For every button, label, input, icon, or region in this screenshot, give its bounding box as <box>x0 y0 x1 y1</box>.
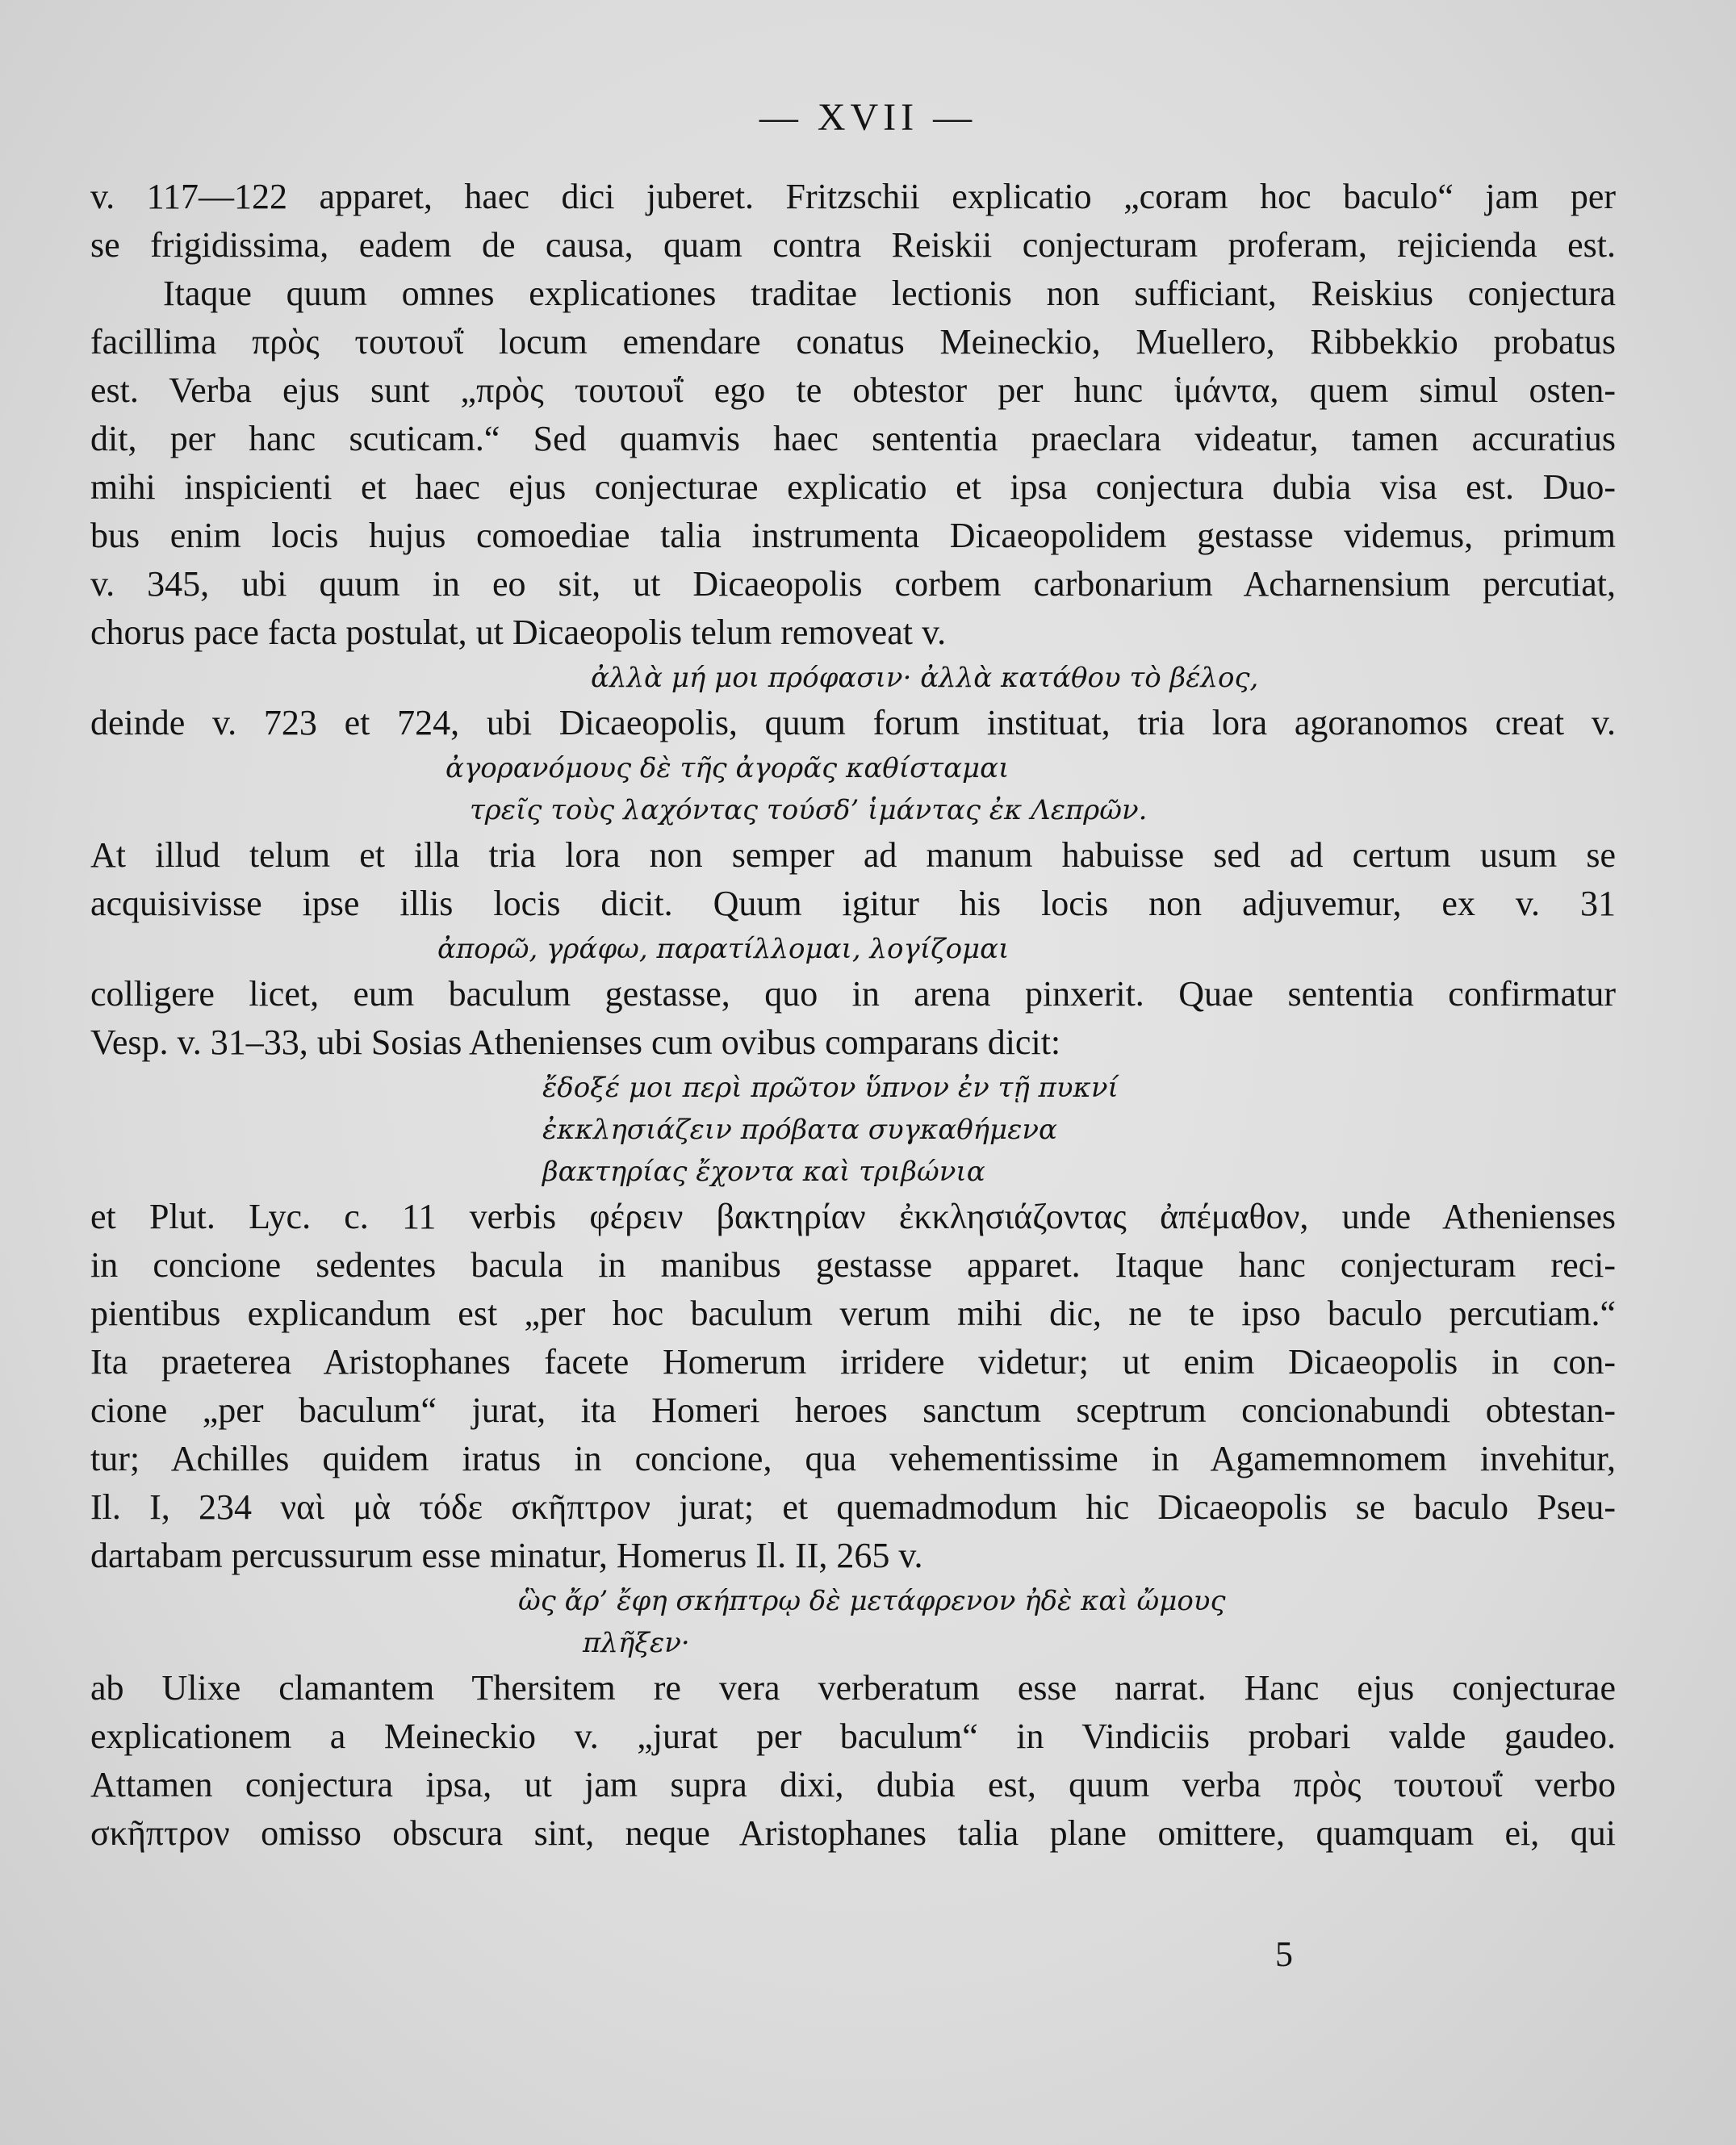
text-line: Itaque quum omnes explicationes traditae lectionis non sufficiant, Reiskius conjectura <box>163 274 1616 313</box>
text-line: v. 345, ubi quum in eo sit, ut Dicaeopolis corbem carbonarium Acharnensium percutiat, <box>90 564 1616 604</box>
text-line: Il. I, 234 ναὶ μὰ τόδε σκῆπτρον jurat; et quemadmodum hic Dicaeopolis se baculo Pseu- <box>90 1487 1616 1527</box>
greek-quote: πλῆξεν· <box>583 1627 690 1659</box>
text-line: ab Ulixe clamantem Thersitem re vera verberatum esse narrat. Hanc ejus conjecturae <box>90 1668 1616 1708</box>
text-line: bus enim locis hujus comoediae talia instrumenta Dicaeopolidem gestasse videmus, primum <box>90 516 1616 555</box>
text-body <box>90 173 1616 1858</box>
text-line: dit, per hanc scuticam.“ Sed quamvis haec sententia praeclara videatur, tamen accuratius <box>90 419 1616 458</box>
greek-quote: βακτηρίας ἔχοντα καὶ τριβώνια <box>542 1156 985 1188</box>
text-line: dartabam percussurum esse minatur, Homerus Il. II, 265 v. <box>90 1536 923 1575</box>
text-line: colligere licet, eum baculum gestasse, quo in arena pinxerit. Quae sententia confirmatur <box>90 974 1616 1014</box>
text-line: pientibus explicandum est „per hoc baculum verum mihi dic, ne te ipso baculo percutiam.“ <box>90 1294 1616 1333</box>
text-line: facillima πρὸς τουτουΐ locum emendare conatus Meineckio, Muellero, Ribbekkio probatus <box>90 322 1616 362</box>
text-line: et Plut. Lyc. c. 11 verbis φέρειν βακτηρίαν ἐκκλησιάζοντας ἀπέμαθον, unde Athenienses <box>90 1197 1616 1236</box>
greek-quote: ἀλλὰ μή μοι πρόφασιν· ἀλλὰ κατάθου τὸ βέλος, <box>591 662 1259 694</box>
text-line: σκῆπτρον omisso obscura sint, neque Aristophanes talia plane omittere, quamquam ei, qui <box>90 1813 1616 1853</box>
text-line: in concione sedentes bacula in manibus gestasse apparet. Itaque hanc conjecturam reci- <box>90 1245 1616 1285</box>
page-number-header: — XVII — <box>759 96 977 139</box>
text-line: se frigidissima, eadem de causa, quam contra Reiskii conjecturam proferam, rejicienda est. <box>90 225 1616 265</box>
greek-quote: τρεῖς τοὺς λαχόντας τούσδ’ ἱμάντας ἐκ Λεπρῶν. <box>470 794 1148 826</box>
text-line: Vesp. v. 31–33, ubi Sosias Athenienses cum ovibus comparans dicit: <box>90 1022 1061 1062</box>
text-line: tur; Achilles quidem iratus in concione, qua vehementissime in Agamemnomem invehitur, <box>90 1439 1616 1478</box>
greek-quote: ἀγορανόμους δὲ τῆς ἀγορᾶς καθίσταμαι <box>446 752 1010 784</box>
text-line: est. Verba ejus sunt „πρὸς τουτουΐ ego te obtestor per hunc ἱμάντα, quem simul osten- <box>90 370 1616 410</box>
text-line: chorus pace facta postulat, ut Dicaeopolis telum removeat v. <box>90 613 947 652</box>
greek-quote: ἐκκλησιάζειν πρόβατα συγκαθήμενα <box>542 1114 1057 1146</box>
text-line: explicationem a Meineckio v. „jurat per baculum“ in Vindiciis probari valde gaudeo. <box>90 1716 1616 1756</box>
text-line: cione „per baculum“ jurat, ita Homeri heroes sanctum sceptrum concionabundi obtestan- <box>90 1390 1616 1430</box>
greek-quote: ἔδοξέ μοι περὶ πρῶτον ὕπνον ἐν τῇ πυκνί <box>542 1072 1119 1104</box>
text-line: acquisivisse ipse illis locis dicit. Quum igitur his locis non adjuvemur, ex v. 31 <box>90 884 1616 923</box>
text-line: Attamen conjectura ipsa, ut jam supra dixi, dubia est, quum verba πρὸς τουτουΐ verbo <box>90 1765 1616 1804</box>
text-line: mihi inspicienti et haec ejus conjecturae explicatio et ipsa conjectura dubia visa est. Duo- <box>90 467 1616 507</box>
text-line: Ita praeterea Aristophanes facete Homerum irridere videtur; ut enim Dicaeopolis in con- <box>90 1342 1616 1382</box>
signature-mark: 5 <box>1275 1934 1293 1974</box>
text-line: At illud telum et illa tria lora non semper ad manum habuisse sed ad certum usum se <box>90 835 1616 875</box>
text-line: deinde v. 723 et 724, ubi Dicaeopolis, quum forum instituat, tria lora agoranomos creat v. <box>90 703 1616 742</box>
text-line: v. 117—122 apparet, haec dici juberet. Fritzschii explicatio „coram hoc baculo“ jam per <box>90 177 1616 216</box>
greek-quote: ὣς ἄρ’ ἔφη σκήπτρῳ δὲ μετάφρενον ἠδὲ καὶ ὤμους <box>518 1585 1226 1617</box>
greek-quote: ἀπορῶ, γράφω, παρατίλλομαι, λογίζομαι <box>437 933 1010 965</box>
